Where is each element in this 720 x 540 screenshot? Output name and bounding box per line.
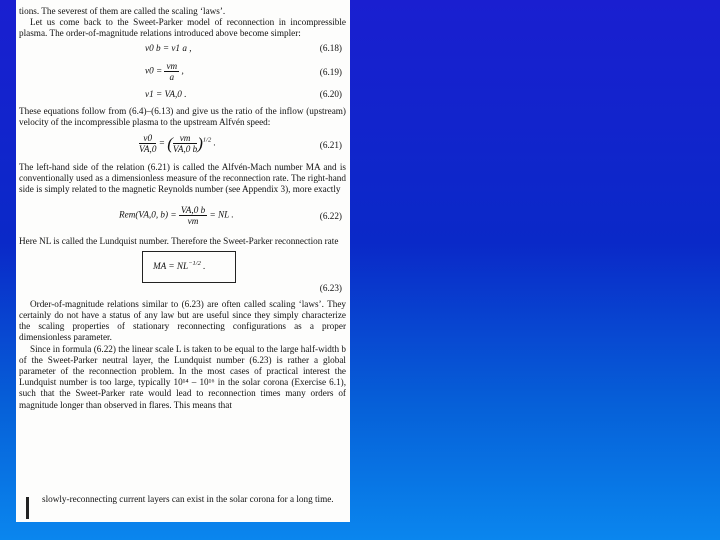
equation-6-21-equals: = [158, 137, 165, 148]
equation-6-21-left-top: v0 [139, 133, 156, 144]
equation-6-23-number: (6.23) [319, 282, 342, 293]
equation-6-21-right-bottom: VA,0 b [172, 144, 198, 155]
equation-6-21-tail: . [213, 137, 216, 148]
paragraph-sweet-parker: Let us come back to the Sweet-Parker model of reconnection in incompressible plasma. The order-of-magnitude relations introduced above become simpler: [19, 17, 346, 39]
equation-6-18 [19, 40, 346, 60]
equation-6-22-lhs: Rem(VA,0, b) = [119, 209, 177, 220]
equation-6-19 [19, 60, 346, 86]
margin-bar [26, 497, 29, 519]
paragraph-inflow-ratio: These equations follow from (6.4)–(6.13) and give us the ratio of the inflow (upstream) velocity of the incompressible plasma to the upstream Alfvén speed: [19, 105, 346, 127]
document-page [16, 0, 350, 522]
paragraph-global-parameter: Since in formula (6.22) the linear scale L is taken to be equal to the large half-width b of the Sweet-Parker neutral layer, the Lundquist number (6.23) is rather a global parameter of the reconnection problem. In the most cases of practical interest the Lundquist number is too large, typically 10¹⁴ – 10¹⁶ in the solar corona (Exercise 6.1), such that the Sweet-Parker rate would lead to reconnection times many orders of magnitude longer than observed in flares. This means that [19, 343, 346, 410]
equation-6-21: $\frac{v0}{VA,0}$ = ( $\frac{\nu m}{VA,0 b}$ )$^{1/2}$ . (6.21) [139, 133, 342, 155]
equation-6-23 [19, 247, 346, 299]
equation-6-19-lhs: v0 = [145, 65, 163, 76]
equation-6-21-exponent: 1/2 [202, 136, 212, 144]
equation-6-23-box [142, 251, 236, 283]
equation-6-20-number: (6.20) [319, 88, 342, 99]
equation-6-19-bottom: a [169, 71, 175, 82]
paragraph-conclusion: slowly-reconnecting current layers can exist in the solar corona for a long time. [42, 494, 334, 504]
page-content [16, 0, 350, 411]
equation-6-22 [19, 196, 346, 236]
equation-6-19-number: (6.19) [319, 66, 342, 77]
equation-6-23-exponent: −1/2 [188, 259, 201, 267]
equation-6-23-tail: . [203, 260, 206, 271]
equation-6-22-top: VA,0 b [180, 204, 206, 215]
paragraph-lundquist: Here NL is called the Lundquist number. Therefore the Sweet-Parker reconnection rate [19, 235, 339, 246]
equation-6-22-tail: = NL . [209, 209, 234, 220]
paragraph-alfven-mach: The left-hand side of the relation (6.21) is called the Alfvén-Mach number MA and is conventionally used as a dimensionless measure of the reconnection rate. The right-hand side is simply related to the magnetic Reynolds number (see Appendix 3), more exactly [19, 162, 346, 195]
equation-6-18-number: (6.18) [319, 42, 342, 53]
equation-6-20-expr: v1 = VA,0 . [145, 88, 187, 99]
equation-6-18-expr: v0 b = v1 a , [145, 42, 192, 53]
equation-6-23-expr: MA = NL [153, 260, 189, 271]
equation-6-22-bottom: νm [187, 215, 199, 226]
equation-6-19-top: νm [166, 60, 178, 71]
equation-6-19-tail: , [181, 65, 184, 76]
equation-6-20 [19, 86, 346, 106]
equation-6-21-right-top: νm [173, 133, 197, 144]
paragraph-scaling-laws: Order-of-magnitude relations similar to (6.23) are often called scaling ‘laws’. They certainly do not have a status of any law but are useful since they simply characterize the scaling properties of stationary reconnecting configurations as a proper dimensionless parameter. [19, 298, 346, 343]
equation-6-21-number: (6.21) [319, 140, 342, 151]
equation-6-21-left-bottom: VA,0 [139, 144, 157, 155]
equation-6-22-number: (6.22) [319, 210, 342, 221]
text-line-0: tions. The severest of them are called the scaling ‘laws’. [19, 6, 226, 16]
